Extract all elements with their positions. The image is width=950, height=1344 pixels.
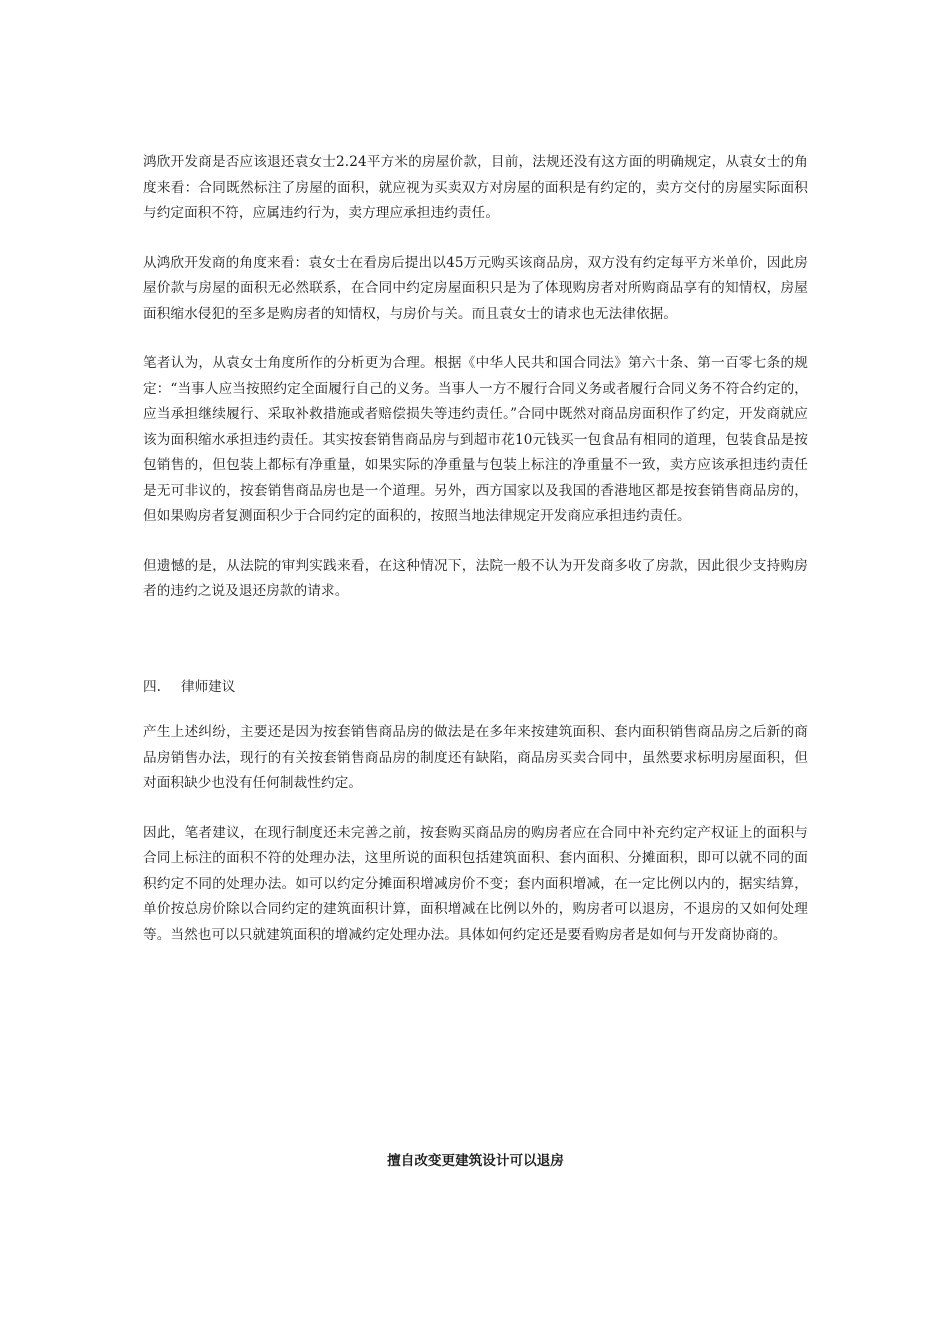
section-number: 四.: [143, 678, 161, 695]
paragraph-author-opinion: 笔者认为，从袁女士角度所作的分析更为合理。根据《中华人民共和国合同法》第六十条、第一百零七条的规定：“当事人应当按照约定全面履行自己的义务。当事人一方不履行合同义务或者履行合同义务不符合约定的，应当承担继续履行、采取补救措施或者赔偿损失等违约责任。”合同中既然对商品房面积作了约定，开发商就应该为面积缩水承担违约责任。其实按套销售商品房与到超市花10元钱买一包食品有相同的道理，包装食品是按包销售的，但包装上都标有净重量，如果实际的净重量与包装上标注的净重量不一致，卖方应该承担违约责任是无可非议的，按套销售商品房也是一个道理。另外，西方国家以及我国的香港地区都是按套销售商品房的，但如果购房者复测面积少于合同约定的面积的，按照当地法律规定开发商应承担违约责任。: [143, 355, 808, 524]
paragraph-author-suggestion: 因此，笔者建议，在现行制度还未完善之前，按套购买商品房的购房者应在合同中补充约定产权证上的面积与合同上标注的面积不符的处理办法，这里所说的面积包括建筑面积、套内面积、分摊面积，即可以就不同的面积约定不同的处理办法。如可以约定分摊面积增减房价不变；套内面积增减，在一定比例以内的，据实结算，单价按总房价除以合同约定的建筑面积计算，面积增减在比例以外的，购房者可以退房，不退房的又如何处理等。当然也可以只就建筑面积的增减约定处理办法。具体如何约定还是要看购房者是如何与开发商协商的。: [143, 824, 808, 943]
section-heading-lawyer-advice: [143, 675, 808, 701]
section-title: 律师建议: [181, 678, 236, 695]
document-body: [143, 150, 808, 972]
paragraph-court-practice: 但遗憾的是，从法院的审判实践来看，在这种情况下，法院一般不认为开发商多收了房款，因此很少支持购房者的违约之说及退还房款的请求。: [143, 557, 808, 599]
paragraph-developer-refund-question: 鸿欣开发商是否应该退还袁女士2.24平方米的房屋价款，目前，法规还没有这方面的明确规定，从袁女士的角度来看：合同既然标注了房屋的面积，就应视为买卖双方对房屋的面积是有约定的，卖方交付的房屋实际面积与约定面积不符，应属违约行为，卖方理应承担违约责任。: [143, 154, 808, 221]
paragraph-developer-perspective: 从鸿欣开发商的角度来看：袁女士在看房后提出以45万元购买该商品房，双方没有约定每平方米单价，因此房屋价款与房屋的面积无必然联系，在合同中约定房屋面积只是为了体现购房者对所购商品享有的知情权，房屋面积缩水侵犯的至多是购房者的知情权，与房价与关。而且袁女士的请求也无法律依据。: [143, 254, 808, 322]
paragraph-dispute-cause: 产生上述纠纷，主要还是因为按套销售商品房的做法是在多年来按建筑面积、套内面积销售商品房之后新的商品房销售办法，现行的有关按套销售商品房的制度还有缺陷，商品房买卖合同中，虽然要求标明房屋面积，但对面积缺少也没有任何制裁性约定。: [143, 724, 808, 791]
next-article-title: 擅自改变更建筑设计可以退房: [387, 1153, 564, 1169]
